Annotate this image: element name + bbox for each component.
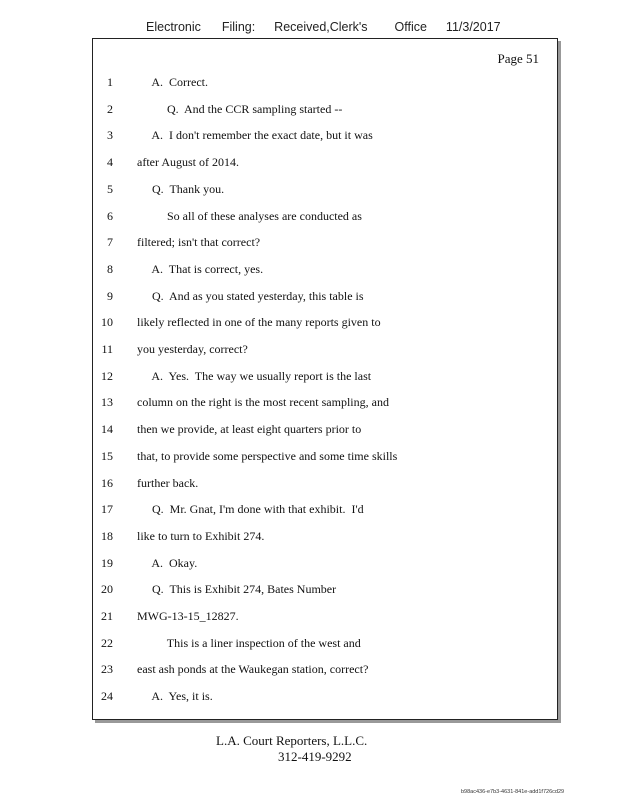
line-text: Q. And as you stated yesterday, this table is <box>137 288 364 303</box>
line-number: 24 <box>101 689 113 704</box>
line-text: A. Yes, it is. <box>137 689 213 704</box>
line-text: after August of 2014. <box>137 155 239 170</box>
line-text: Q. This is Exhibit 274, Bates Number <box>137 582 337 597</box>
line-number: 18 <box>101 528 113 543</box>
line-number: 4 <box>107 155 113 170</box>
line-number: 16 <box>101 475 113 490</box>
line-text: A. That is correct, yes. <box>137 261 264 276</box>
line-number: 5 <box>107 181 113 196</box>
line-text: like to turn to Exhibit 274. <box>137 528 265 543</box>
line-text: you yesterday, correct? <box>137 342 248 356</box>
filing-stamp <box>146 20 501 34</box>
line-text: A. Correct. <box>137 75 208 89</box>
page-number: Page 51 <box>497 51 539 66</box>
line-number: 9 <box>107 288 113 303</box>
line-text: A. I don't remember the exact date, but it was <box>137 128 373 143</box>
line-number: 15 <box>101 448 113 463</box>
line-number: 13 <box>101 395 113 410</box>
stamp-filing: Filing: <box>221 20 256 34</box>
stamp-received: Received,Clerk's <box>274 20 368 34</box>
document-hash: b98ac436-e7b3-4631-841e-add1f726cd29 <box>461 789 565 795</box>
line-number: 12 <box>101 368 113 383</box>
line-text: A. Okay. <box>137 555 198 570</box>
line-text: east ash ponds at the Waukegan station, correct? <box>137 662 369 677</box>
line-number: 20 <box>101 582 113 597</box>
line-text: filtered; isn't that correct? <box>137 235 261 250</box>
line-text: further back. <box>137 475 199 490</box>
line-number: 21 <box>101 609 113 623</box>
line-number: 22 <box>101 635 113 650</box>
line-text: likely reflected in one of the many reports given to <box>137 315 381 330</box>
line-number: 7 <box>107 235 113 250</box>
line-number: 23 <box>101 662 113 677</box>
line-text: A. Yes. The way we usually report is the last <box>137 368 372 383</box>
line-number: 14 <box>101 422 113 437</box>
stamp-office: Office <box>394 20 427 34</box>
reporter-phone: 312-419-9292 <box>278 749 352 764</box>
line-text: This is a liner inspection of the west and <box>137 635 361 650</box>
line-text: Q. Mr. Gnat, I'm done with that exhibit. I'd <box>137 502 364 517</box>
line-number: 3 <box>107 128 113 143</box>
line-number: 6 <box>107 208 113 223</box>
line-number: 19 <box>101 555 113 570</box>
line-number: 2 <box>107 101 113 116</box>
line-text: then we provide, at least eight quarters prior to <box>137 422 362 437</box>
line-text: that, to provide some perspective and some time skills <box>137 448 398 463</box>
line-text: Q. And the CCR sampling started -- <box>137 101 343 116</box>
line-text: Q. Thank you. <box>137 181 225 196</box>
stamp-electronic: Electronic <box>146 20 201 34</box>
line-number: 11 <box>101 342 113 356</box>
stamp-date: 11/3/2017 <box>445 20 501 34</box>
line-number: 1 <box>107 75 113 89</box>
line-text: So all of these analyses are conducted as <box>137 208 362 223</box>
line-number: 17 <box>101 502 113 517</box>
line-text: column on the right is the most recent sampling, and <box>137 395 389 410</box>
transcript-page <box>92 38 558 720</box>
reporter-company: L.A. Court Reporters, L.L.C. <box>216 733 368 748</box>
line-text: MWG-13-15_12827. <box>137 609 239 623</box>
line-number: 10 <box>101 315 113 330</box>
line-number: 8 <box>107 261 113 276</box>
